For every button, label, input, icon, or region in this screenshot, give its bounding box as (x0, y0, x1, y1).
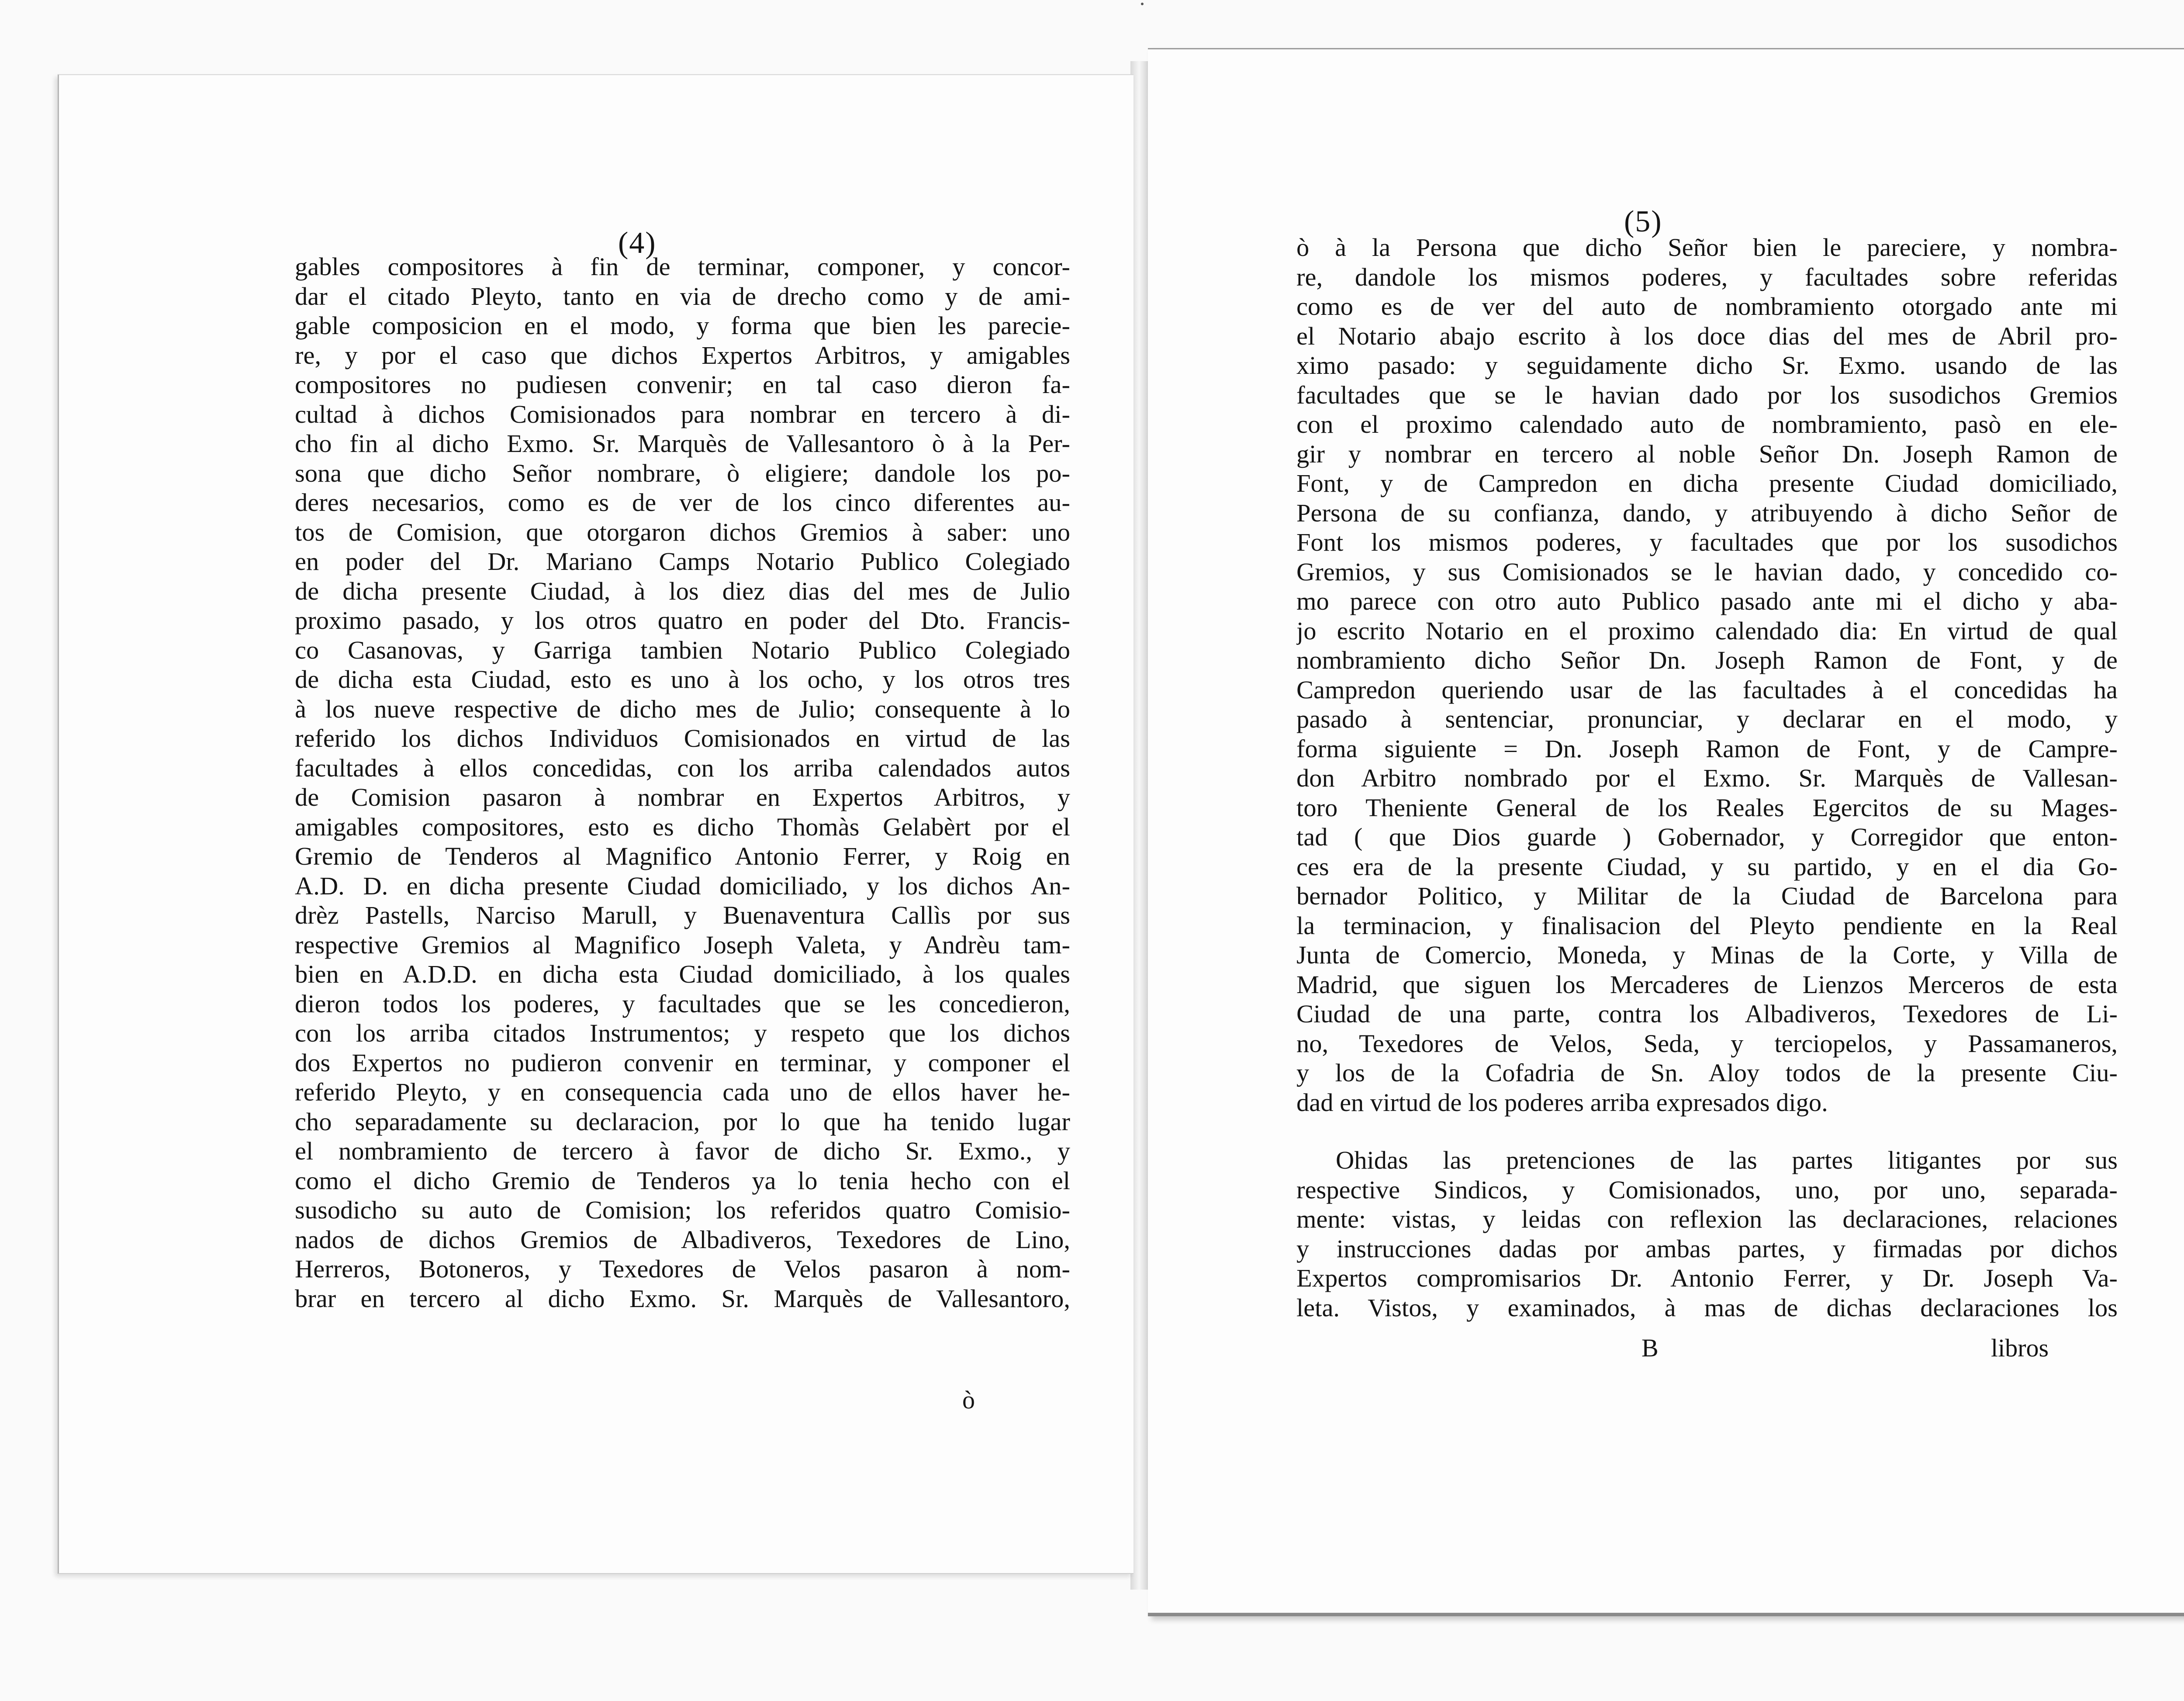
text-line: re, y por el caso que dichos Expertos Arbitros, y amigables (295, 341, 1070, 369)
text-line: leta. Vistos, y examinados, à mas de dichas declaraciones los (1296, 1293, 2118, 1322)
text-line: Campredon queriendo usar de las facultades à el concedidas ha (1296, 675, 2118, 704)
text-line: Madrid, que siguen los Mercaderes de Lienzos Merceros de esta (1296, 970, 2118, 999)
left-catchword: ò (962, 1386, 975, 1414)
text-line: compositores no pudiesen convenir; en tal caso dieron fa- (295, 370, 1070, 399)
text-line: Font los mismos poderes, y facultades que por los susodichos (1296, 528, 2118, 556)
text-line: con los arriba citados Instrumentos; y respeto que los dichos (295, 1019, 1070, 1047)
text-line: Persona de su confianza, dando, y atribuyendo à dicho Señor de (1296, 498, 2118, 527)
text-line: Ohidas las pretenciones de las partes litigantes por sus (1336, 1146, 2118, 1174)
text-line: Expertos compromisarios Dr. Antonio Ferrer, y Dr. Joseph Va- (1296, 1264, 2118, 1292)
text-line: facultades à ellos concedidas, con los arriba calendados autos (295, 753, 1070, 782)
text-line: amigables compositores, esto es dicho Thomàs Gelabèrt por el (295, 812, 1070, 841)
text-line: Herreros, Botoneros, y Texedores de Velos pasaron à nom- (295, 1255, 1070, 1283)
bleed-through (286, 1381, 290, 1401)
text-line: la terminacion, y finalisacion del Pleyto pendiente en la Real (1296, 911, 2118, 940)
text-line: cho separadamente su declaracion, por lo que ha tenido lugar (295, 1107, 1070, 1136)
text-line: como es de ver del auto de nombramiento otorgado ante mi (1296, 292, 2118, 321)
text-line: proximo pasado, y los otros quatro en poder del Dto. Francis- (295, 606, 1070, 635)
text-line: cultad à dichos Comisionados para nombrar en tercero à di- (295, 400, 1070, 428)
text-line: nados de dichos Gremios de Albadiveros, Texedores de Lino, (295, 1225, 1070, 1254)
text-line: re, dandole los mismos poderes, y facultades sobre referidas (1296, 262, 2118, 291)
text-line: don Arbitro nombrado por el Exmo. Sr. Marquès de Vallesan- (1296, 764, 2118, 792)
right-page-paragraph-2 (1296, 1146, 2118, 1322)
text-line: con el proximo calendado auto de nombramiento, pasò en ele- (1296, 410, 2118, 438)
text-line: dos Expertos no pudieron convenir en terminar, y componer el (295, 1048, 1070, 1077)
text-line: pasado à sentenciar, pronunciar, y declarar en el modo, y (1296, 705, 2118, 733)
text-line: referido Pleyto, y en consequencia cada uno de ellos haver he- (295, 1078, 1070, 1106)
signature-mark: B (1641, 1334, 1659, 1362)
text-line: co Casanovas, y Garriga tambien Notario Publico Colegiado (295, 635, 1070, 664)
text-line: ximo pasado: y seguidamente dicho Sr. Exmo. usando de las (1296, 351, 2118, 380)
text-line: respective Gremios al Magnifico Joseph Valeta, y Andrèu tam- (295, 930, 1070, 959)
text-line: y instrucciones dadas por ambas partes, y firmadas por dichos (1296, 1234, 2118, 1263)
right-page-number: (5) (1624, 205, 1662, 238)
text-line: el Notario abajo escrito à los doce dias del mes de Abril pro- (1296, 321, 2118, 350)
text-line: jo escrito Notario en el proximo calendado dia: En virtud de qual (1296, 616, 2118, 645)
text-line: A.D. D. en dicha presente Ciudad domiciliado, y los dichos An- (295, 871, 1070, 900)
text-line: deres necesarios, como es de ver de los cinco diferentes au- (295, 488, 1070, 517)
text-line: mo parece con otro auto Publico pasado ante mi el dicho y aba- (1296, 587, 2118, 615)
left-page (58, 74, 1133, 1574)
text-line: respective Sindicos, y Comisionados, uno, por uno, separada- (1296, 1175, 2118, 1204)
text-line: el nombramiento de tercero à favor de dicho Sr. Exmo., y (295, 1137, 1070, 1165)
top-mark (1141, 3, 1144, 5)
text-line: tad ( que Dios guarde ) Gobernador, y Corregidor que enton- (1296, 823, 2118, 851)
left-page-body (295, 252, 1070, 1313)
right-page (1148, 48, 2184, 1616)
text-line: no, Texedores de Velos, Seda, y terciopelos, y Passamaneros, (1296, 1029, 2118, 1058)
right-page-body (1296, 233, 2118, 1117)
text-line: como el dicho Gremio de Tenderos ya lo tenia hecho con el (295, 1166, 1070, 1195)
text-line: cho fin al dicho Exmo. Sr. Marquès de Vallesantoro ò à la Per- (295, 429, 1070, 458)
text-line: brar en tercero al dicho Exmo. Sr. Marquès de Vallesantoro, (295, 1284, 1070, 1313)
text-line: facultades que se le havian dado por los susodichos Gremios (1296, 380, 2118, 409)
text-line: Junta de Comercio, Moneda, y Minas de la Corte, y Villa de (1296, 941, 2118, 969)
text-line: referido los dichos Individuos Comisionados en virtud de las (295, 724, 1070, 752)
text-line: ò à la Persona que dicho Señor bien le pareciere, y nombra- (1296, 233, 2118, 262)
text-line: mente: vistas, y leidas con reflexion las declaraciones, relaciones (1296, 1205, 2118, 1233)
text-line: en poder del Dr. Mariano Camps Notario Publico Colegiado (295, 547, 1070, 576)
text-line: de Comision pasaron à nombrar en Expertos Arbitros, y (295, 783, 1070, 811)
text-line: gable composicion en el modo, y forma que bien les parecie- (295, 311, 1070, 340)
text-line: bien en A.D.D. en dicha esta Ciudad domiciliado, à los quales (295, 960, 1070, 988)
text-line: Gremios, y sus Comisionados se le havian dado, y concedido co- (1296, 557, 2118, 586)
text-line: gables compositores à fin de terminar, componer, y concor- (295, 252, 1070, 281)
text-line: bernador Politico, y Militar de la Ciudad de Barcelona para (1296, 882, 2118, 910)
text-line: dar el citado Pleyto, tanto en via de drecho como y de ami- (295, 282, 1070, 311)
left-page-number: (4) (618, 226, 657, 260)
text-line: ces era de la presente Ciudad, y su partido, y en el dia Go- (1296, 852, 2118, 881)
text-line: de dicha presente Ciudad, à los diez dias del mes de Julio (295, 576, 1070, 605)
text-line: Gremio de Tenderos al Magnifico Antonio Ferrer, y Roig en (295, 842, 1070, 870)
text-line: y los de la Cofadria de Sn. Aloy todos de la presente Ciu- (1296, 1059, 2118, 1087)
text-line: sona que dicho Señor nombrare, ò eligiere; dandole los po- (295, 459, 1070, 487)
text-line: drèz Pastells, Narciso Marull, y Buenaventura Callìs por sus (295, 901, 1070, 929)
text-line: dieron todos los poderes, y facultades que se les concedieron, (295, 989, 1070, 1018)
text-line: susodicho su auto de Comision; los referidos quatro Comisio- (295, 1196, 1070, 1224)
text-line: gir y nombrar en tercero al noble Señor Dn. Joseph Ramon de (1296, 439, 2118, 468)
text-line: à los nueve respective de dicho mes de Julio; consequente à lo (295, 694, 1070, 723)
text-line: dad en virtud de los poderes arriba expresados digo. (1296, 1088, 1828, 1117)
text-line: forma siguiente = Dn. Joseph Ramon de Font, y de Campre- (1296, 734, 2118, 763)
text-line: tos de Comision, que otorgaron dichos Gremios à saber: uno (295, 518, 1070, 546)
right-catchword: libros (1991, 1334, 2049, 1362)
text-line: nombramiento dicho Señor Dn. Joseph Ramon de Font, y de (1296, 646, 2118, 674)
text-line: Font, y de Campredon en dicha presente Ciudad domiciliado, (1296, 469, 2118, 497)
text-line: toro Theniente General de los Reales Egercitos de su Mages- (1296, 793, 2118, 822)
text-line: Ciudad de una parte, contra los Albadiveros, Texedores de Li- (1296, 1000, 2118, 1028)
text-line: de dicha esta Ciudad, esto es uno à los ocho, y los otros tres (295, 665, 1070, 694)
